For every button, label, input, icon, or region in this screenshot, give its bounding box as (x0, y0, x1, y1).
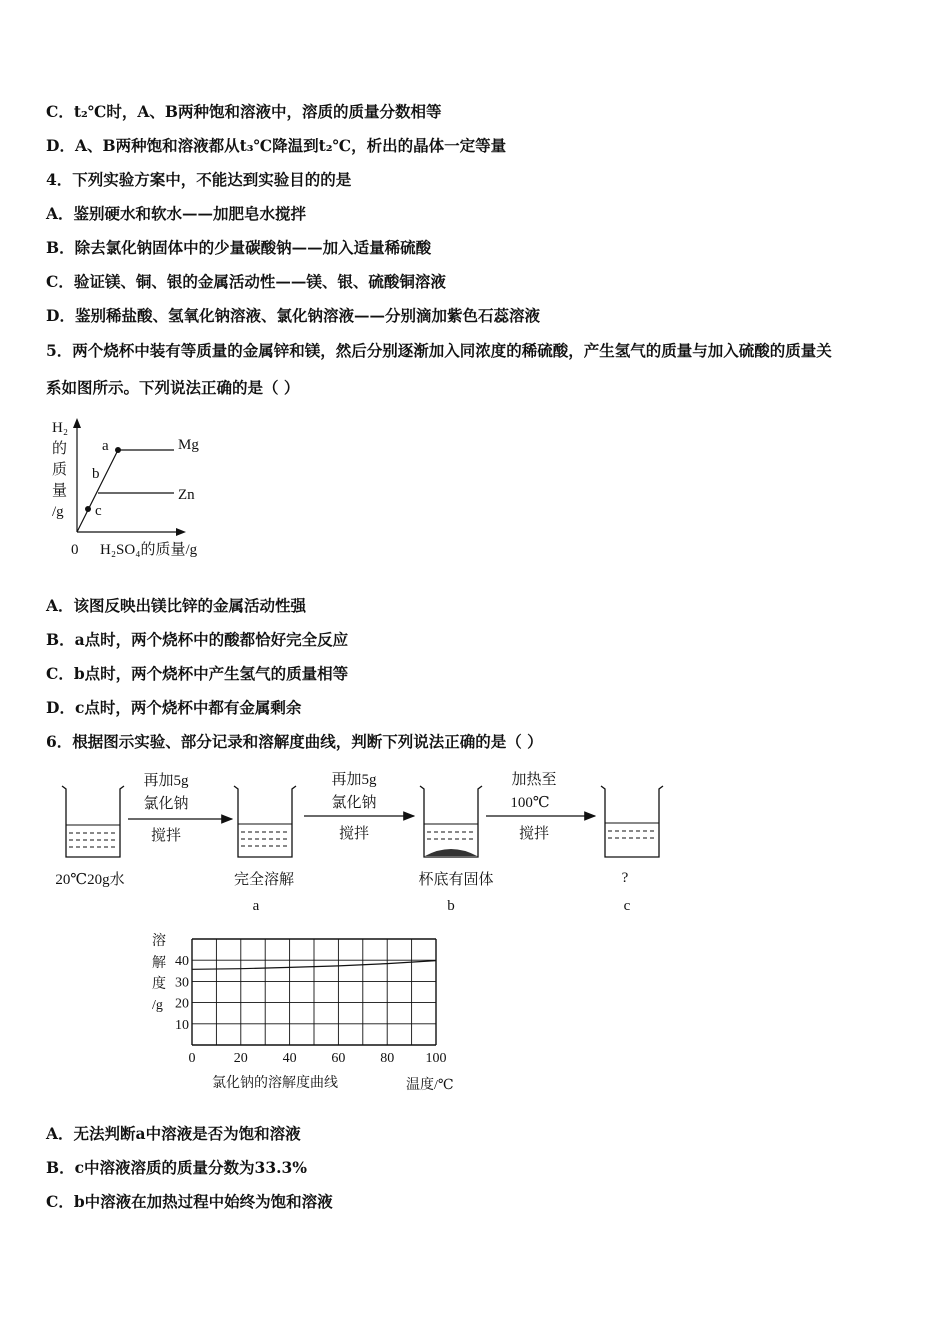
y-label-unit: /g (52, 504, 64, 520)
x-axis-label: H₂SO₄的质量/g (100, 542, 198, 558)
q5-option-d: D．c点时，两个烧杯中都有金属剩余 (46, 698, 302, 717)
beaker1-letter: a (252, 898, 260, 914)
q4-option-d: D．鉴别稀盐酸、氢氧化钠溶液、氯化钠溶液——分别滴加紫色石蕊溶液 (46, 306, 540, 325)
x-axis-label: 温度/℃ (406, 1078, 454, 1093)
q4-option-c: C．验证镁、铜、银的金属活动性——镁、银、硫酸铜溶液 (46, 272, 446, 291)
arrow1-bottom: 搅拌 (150, 828, 182, 844)
y-tick-40: 40 (175, 954, 189, 970)
y-label-liang: 量 (52, 483, 68, 499)
origin-label: 0 (71, 542, 79, 558)
x-tick-0: 0 (188, 1051, 196, 1066)
arrow3-top-line2: 100℃ (510, 795, 550, 811)
beaker2-label: 杯底有固体 (418, 872, 494, 888)
q4-option-a: A．鉴别硬水和软水——加肥皂水搅拌 (46, 204, 307, 223)
x-tick-80: 80 (380, 1051, 395, 1066)
arrow2-bottom: 搅拌 (338, 826, 370, 842)
beaker-c (601, 786, 663, 857)
y-label-unit: /g (152, 998, 163, 1013)
mg-label: Mg (178, 437, 199, 453)
y-label-jie: 解 (152, 956, 166, 971)
x-tick-60: 60 (331, 1051, 346, 1066)
chart-grid (192, 939, 436, 1045)
q3-option-c: C．t₂℃时，A、B两种饱和溶液中，溶质的质量分数相等 (46, 102, 442, 121)
beaker-a (234, 786, 296, 857)
arrow2-top-line2: 氯化钠 (331, 795, 377, 811)
point-b-label: b (92, 466, 100, 482)
beaker2-letter: b (447, 898, 455, 914)
q5-option-c: C．b点时，两个烧杯中产生氢气的质量相等 (46, 664, 349, 683)
point-a-label: a (102, 438, 109, 454)
beaker3-label: ? (621, 870, 629, 886)
y-axis-arrow (73, 418, 81, 428)
arrow3-top-line1: 加热至 (511, 772, 557, 788)
q5-option-a: A．该图反映出镁比锌的金属活动性强 (46, 596, 307, 615)
q5-option-b: B．a点时，两个烧杯中的酸都恰好完全反应 (46, 630, 349, 649)
arrow2-top-line1: 再加5g (331, 772, 377, 788)
q4-option-b: B．除去氯化钠固体中的少量碳酸钠——加入适量稀硫酸 (46, 238, 432, 257)
x-tick-20: 20 (233, 1051, 248, 1066)
beaker1-label: 完全溶解 (233, 872, 295, 888)
q5-hydrogen-graph (40, 412, 230, 564)
x-axis-arrow (176, 528, 186, 536)
rising-line (77, 450, 118, 532)
q5-stem-line1: 5．两个烧杯中装有等质量的金属锌和镁，然后分别逐渐加入同浓度的稀硫酸，产生氢气的质量与加入硫酸的质量关 (46, 341, 832, 360)
beaker-initial (62, 786, 124, 857)
y-tick-20: 20 (175, 996, 189, 1012)
point-c-dot (85, 506, 91, 512)
arrow1-top-line1: 再加5g (143, 773, 189, 789)
q6-option-a: A．无法判断a中溶液是否为饱和溶液 (46, 1124, 301, 1143)
solubility-chart (140, 928, 480, 1098)
y-label-rong: 溶 (152, 934, 166, 949)
point-a-dot (115, 447, 121, 453)
q6-option-b: B．c中溶液溶质的质量分数为33.3% (46, 1158, 308, 1177)
beaker0-label: 20℃20g水 (55, 872, 125, 888)
y-label-h2: H₂ (52, 420, 69, 436)
y-label-de: 的 (52, 441, 68, 457)
zn-label: Zn (178, 487, 195, 503)
x-tick-100: 100 (425, 1051, 447, 1066)
q6-option-c: C．b中溶液在加热过程中始终为饱和溶液 (46, 1192, 333, 1211)
q4-stem: 4．下列实验方案中，不能达到实验目的的是 (46, 170, 352, 189)
chart-title: 氯化钠的溶解度曲线 (212, 1076, 338, 1091)
beaker3-letter: c (623, 898, 631, 914)
x-tick-40: 40 (282, 1051, 297, 1066)
y-tick-30: 30 (175, 975, 189, 991)
undissolved-solid (425, 849, 477, 856)
arrow3-bottom: 搅拌 (518, 826, 550, 842)
q5-stem-line2: 系如图所示。下列说法正确的是（ ） (46, 378, 300, 397)
beaker-b (420, 786, 482, 857)
arrow1-top-line2: 氯化钠 (143, 796, 189, 812)
y-tick-10: 10 (175, 1017, 189, 1033)
y-label-zhi: 质 (52, 462, 68, 478)
q3-option-d: D．A、B两种饱和溶液都从t₃℃降温到t₂℃，析出的晶体一定等量 (46, 136, 507, 155)
q6-experiment-diagram (40, 762, 690, 922)
point-c-label: c (95, 503, 102, 519)
y-label-du: 度 (152, 977, 166, 992)
q6-stem: 6．根据图示实验、部分记录和溶解度曲线，判断下列说法正确的是（ ） (46, 732, 543, 751)
